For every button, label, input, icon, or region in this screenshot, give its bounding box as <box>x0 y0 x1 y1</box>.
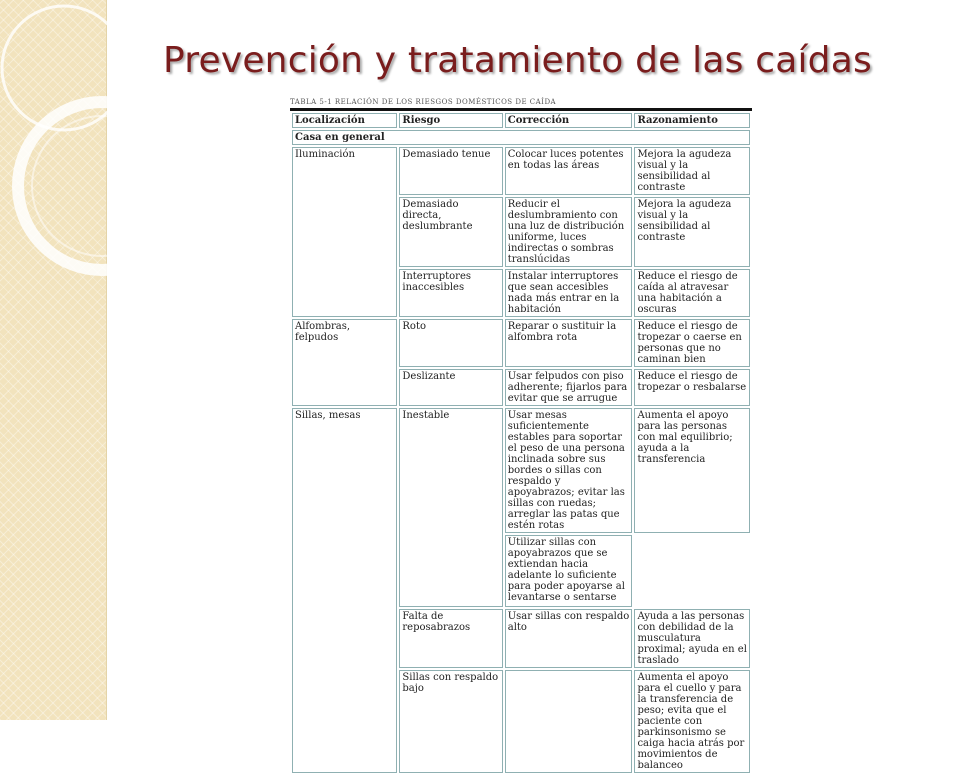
header-correccion: Corrección <box>505 113 633 128</box>
scanned-table-document <box>290 98 752 771</box>
correction-cell <box>505 670 633 773</box>
risk-cell: Deslizante <box>399 369 502 406</box>
risk-cell: Sillas con respaldo bajo <box>399 670 502 773</box>
reason-cell: Reduce el riesgo de tropezar o caerse en personas que no caminan bien <box>634 319 750 367</box>
reason-cell: Ayuda a las personas con debilidad de la musculatura proximal; ayuda en el traslado <box>634 609 750 668</box>
correction-cell: Utilizar sillas con apoyabrazos que se extiendan hacia adelante lo suficiente para poder apoyarse al levantarse o sentarse <box>505 535 633 607</box>
header-riesgo: Riesgo <box>399 113 502 128</box>
correction-cell: Usar sillas con respaldo alto <box>505 609 633 668</box>
risk-cell: Demasiado directa, deslumbrante <box>399 197 502 267</box>
reason-cell: Reduce el riesgo de caída al atravesar una habitación a oscuras <box>634 269 750 317</box>
reason-cell: Reduce el riesgo de tropezar o resbalarse <box>634 369 750 406</box>
reason-cell: Aumenta el apoyo para el cuello y para la transferencia de peso; evita que el paciente con parkinsonismo se caiga hacia atrás por movimientos de balanceo <box>634 670 750 773</box>
location-cell: Alfombras, felpudos <box>292 319 397 406</box>
correction-cell: Instalar interruptores que sean accesibles nada más entrar en la habitación <box>505 269 633 317</box>
table-row <box>292 147 750 195</box>
section-title: Casa en general <box>292 130 750 145</box>
table-header-row <box>292 113 750 128</box>
risk-cell: Roto <box>399 319 502 367</box>
reason-cell: Mejora la agudeza visual y la sensibilidad al contraste <box>634 197 750 267</box>
fall-risk-table <box>290 111 752 775</box>
correction-cell: Usar mesas suficientemente estables para soportar el peso de una persona inclinada sobre sus bordes o sillas con respaldo y apoyabrazos; evitar las sillas con ruedas; arreglar las patas que estén rotas <box>505 408 633 533</box>
correction-cell: Colocar luces potentes en todas las áreas <box>505 147 633 195</box>
correction-cell: Usar felpudos con piso adherente; fijarlos para evitar que se arrugue <box>505 369 633 406</box>
slide-title: Prevención y tratamiento de las caídas <box>163 40 872 81</box>
risk-cell: Interruptores inaccesibles <box>399 269 502 317</box>
risk-cell: Demasiado tenue <box>399 147 502 195</box>
reason-cell: Mejora la agudeza visual y la sensibilidad al contraste <box>634 147 750 195</box>
empty-cell <box>634 535 750 607</box>
table-row <box>292 408 750 533</box>
risk-cell: Inestable <box>399 408 502 607</box>
table-caption: TABLA 5-1 RELACIÓN DE LOS RIESGOS DOMÉSTICOS DE CAÍDA <box>290 98 557 106</box>
section-row <box>292 130 750 145</box>
table-row <box>292 319 750 367</box>
decorative-sidebar <box>0 0 107 720</box>
risk-cell: Falta de reposabrazos <box>399 609 502 668</box>
location-cell: Iluminación <box>292 147 397 317</box>
correction-cell: Reducir el deslumbramiento con una luz de distribución uniforme, luces indirectas o sombras translúcidas <box>505 197 633 267</box>
header-razonamiento: Razonamiento <box>634 113 750 128</box>
location-cell: Sillas, mesas <box>292 408 397 773</box>
correction-cell: Reparar o sustituir la alfombra rota <box>505 319 633 367</box>
reason-cell: Aumenta el apoyo para las personas con mal equilibrio; ayuda a la transferencia <box>634 408 750 533</box>
header-localizacion: Localización <box>292 113 397 128</box>
